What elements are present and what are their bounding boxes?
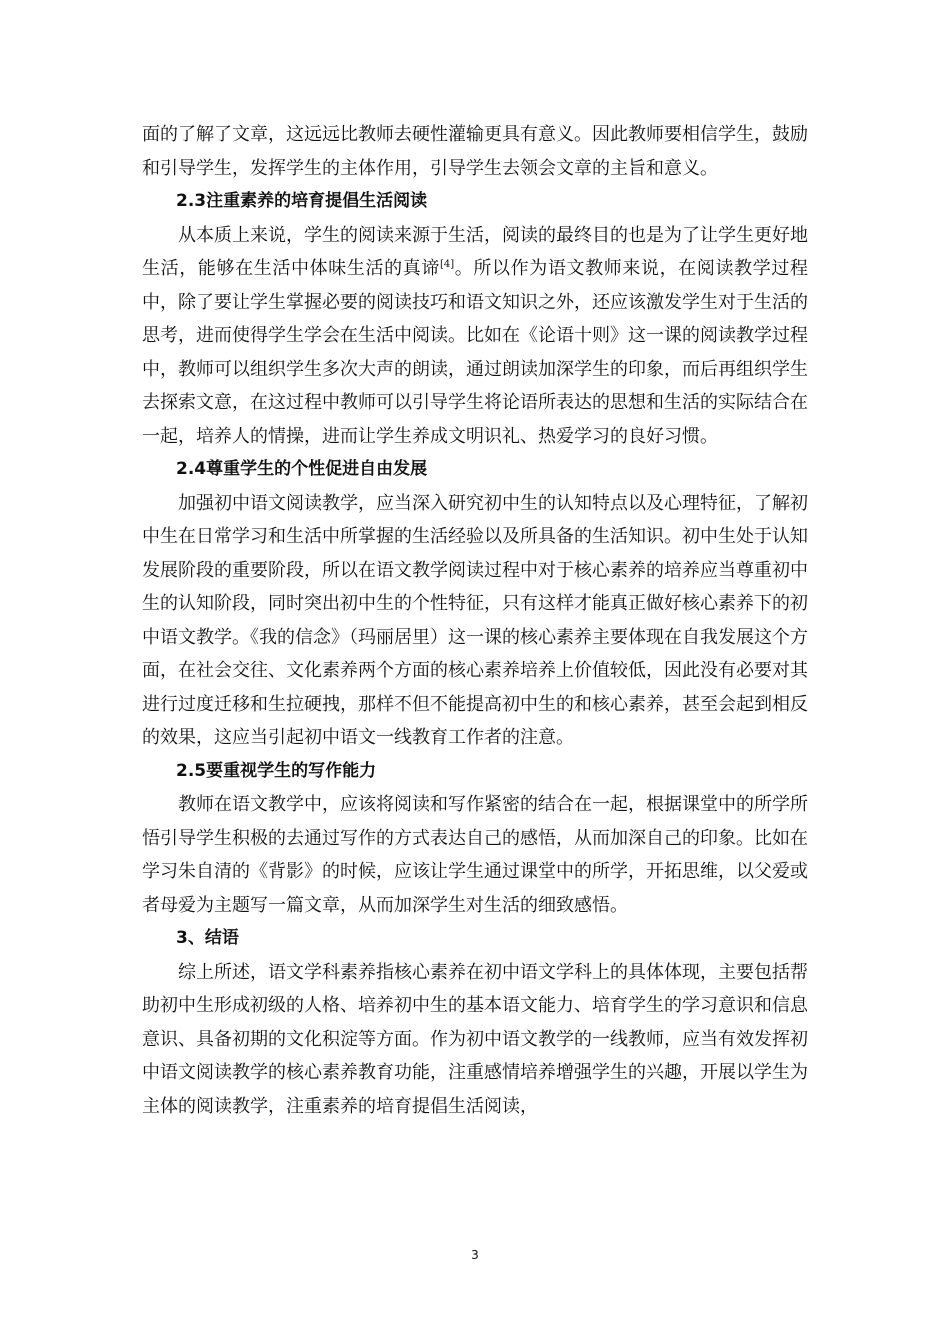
- paragraph-writing: 教师在语文教学中，应该将阅读和写作紧密的结合在一起，根据课堂中的所学所悟引导学生积极的去通过写作的方式表达自己的感悟，从而加深自己的印象。比如在学习朱自清的《背影》的时候，应该让学生通过课堂中的所学，开拓思维，以父爱或者母爱为主题写一篇文章，从而加深学生对生活的细致感悟。: [142, 794, 808, 916]
- body-text: [142, 118, 808, 1123]
- section-heading-2-3: 2.3注重素养的培育提倡生活阅读: [176, 191, 428, 211]
- paragraph-individuality: 加强初中语文阅读教学，应当深入研究初中生的认知特点以及心理特征，了解初中生在日常学习和生活中所掌握的生活经验以及所具备的生活知识。初中生处于认知发展阶段的重要阶段，所以在语文教学阅读过程中对于核心素养的培养应当尊重初中生的认知阶段，同时突出初中生的个性特征，只有这样才能真正做好核心素养下的初中语文教学。《我的信念》（玛丽居里）这一课的核心素养主要体现在自我发展这个方面，在社会交往、文化素养两个方面的核心素养培养上价值较低，因此没有必要对其进行过度迁移和生拉硬拽，那样不但不能提高初中生的和核心素养，甚至会起到相反的效果，这应当引起初中语文一线教育工作者的注意。: [142, 492, 808, 748]
- section-heading-2-5: 2.5要重视学生的写作能力: [176, 760, 377, 781]
- paragraph-conclusion: 综上所述，语文学科素养指核心素养在初中语文学科上的具体体现，主要包括帮助初中生形成初级的人格、培养初中生的基本语文能力、培育学生的学习意识和信息意识、具备初期的文化积淀等方面。作为初中语文教学的一线教师，应当有效发挥初中语文阅读教学的核心素养教育功能，注重感情培养增强学生的兴趣，开展以学生为主体的阅读教学，注重素养的培育提倡生活阅读，: [142, 961, 808, 1117]
- citation-marker: [4]: [439, 259, 455, 270]
- paragraph-continuation: 面的了解了文章，这远远比教师去硬性灌输更具有意义。因此教师要相信学生，鼓励和引导学生，发挥学生的主体作用，引导学生去领会文章的主旨和意义。: [142, 124, 808, 179]
- paragraph-text: 。所以作为语文教师来说，在阅读教学过程中，除了要让学生掌握必要的阅读技巧和语文知识之外，还应该激发学生对于生活的思考，进而使得学生学会在生活中阅读。比如在《论语十则》这一课的阅读教学过程中，教师可以组织学生多次大声的朗读，通过朗读加深学生的印象，而后再组织学生去探索文意，在这过程中教师可以引导学生将论语所表达的思想和生活的实际结合在一起，培养人的情操，进而让学生养成文明识礼、热爱学习的良好习惯。: [142, 258, 809, 447]
- section-heading-conclusion: 3、结语: [176, 928, 239, 948]
- section-heading-2-4: 2.4尊重学生的个性促进自由发展: [176, 459, 428, 479]
- paragraph-life-reading: [142, 219, 808, 454]
- page-number: 3: [471, 1248, 479, 1262]
- paragraph-text: 从本质上来说，学生的阅读来源于生活，阅读的最终目的也是为了让学生更好地生活，能够在生活中体味生活的真谛: [142, 224, 808, 279]
